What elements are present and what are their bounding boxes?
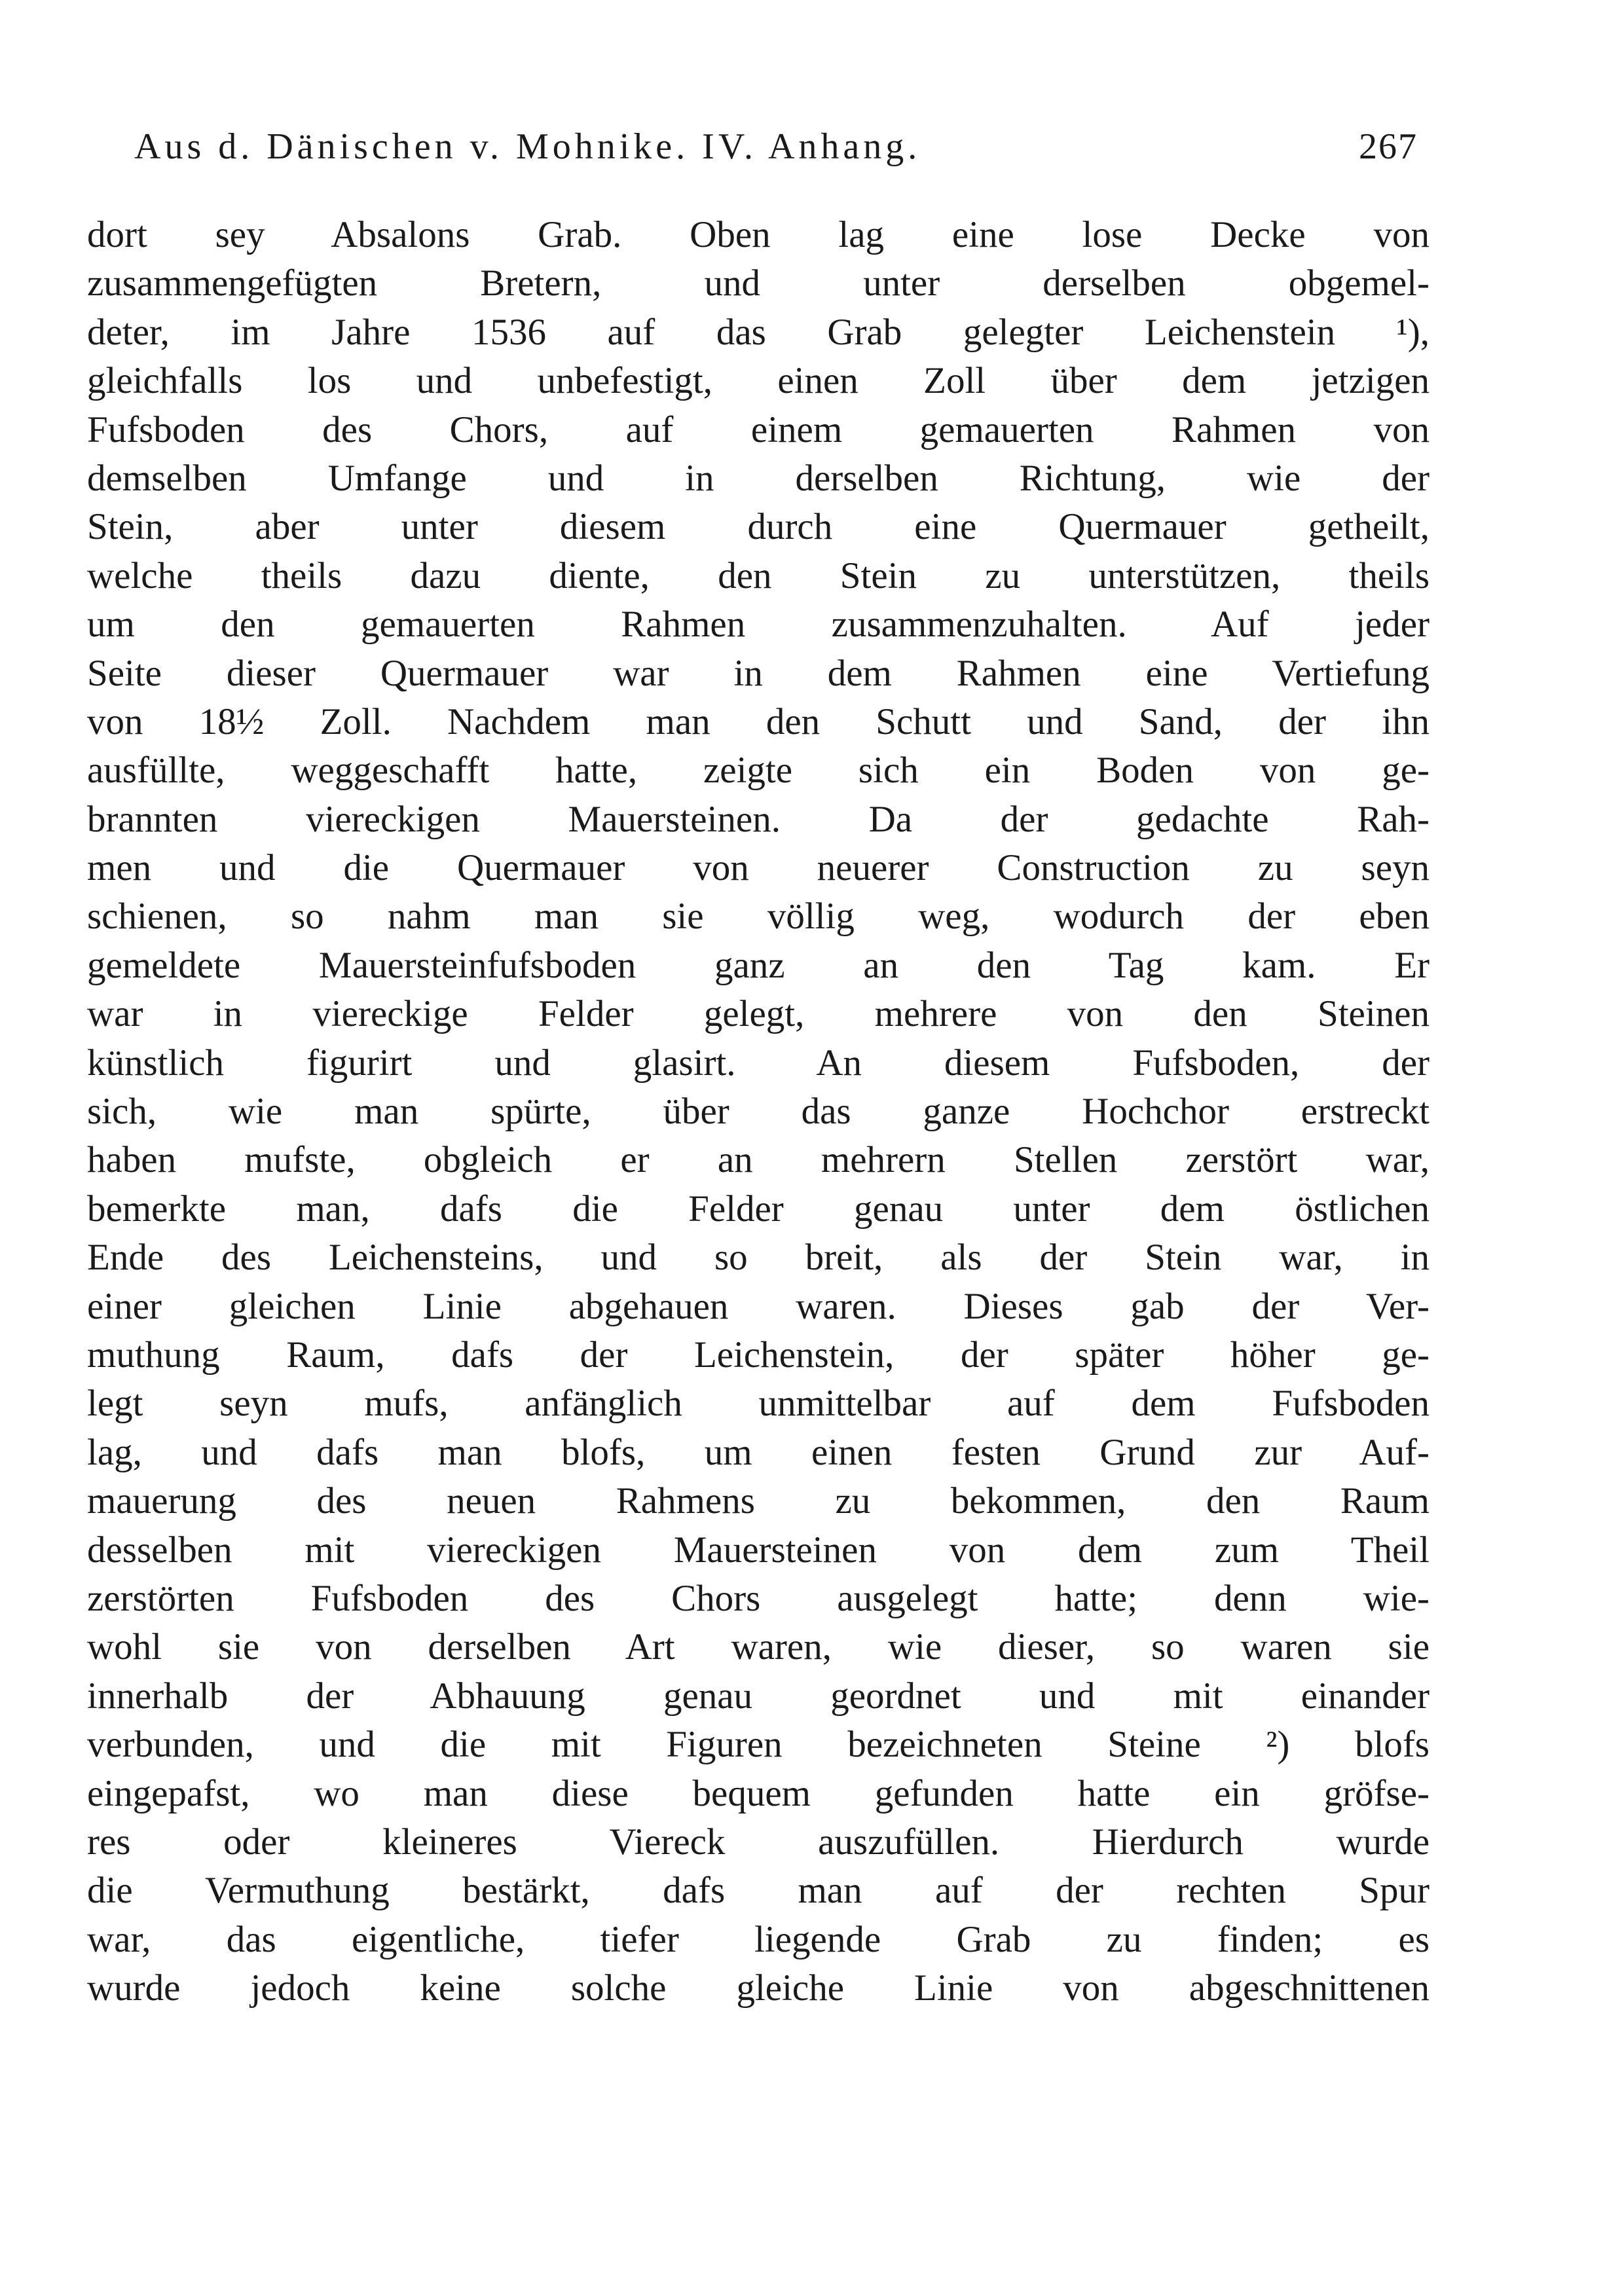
text-line: von 18½ Zoll. Nachdem man den Schutt und Sand, der ihn xyxy=(87,701,1430,742)
text-line: innerhalb der Abhauung genau geordnet und mit einander xyxy=(87,1675,1430,1717)
text-line: lag, und dafs man blofs, um einen festen Grund zur Auf- xyxy=(87,1431,1430,1473)
page-header xyxy=(134,126,1418,178)
text-line: um den gemauerten Rahmen zusammenzuhalten. Auf jeder xyxy=(87,604,1430,646)
text-line: mauerung des neuen Rahmens zu bekommen, den Raum xyxy=(87,1480,1430,1522)
text-line: Seite dieser Quermauer war in dem Rahmen eine Vertiefung xyxy=(87,652,1430,694)
text-line: res oder kleineres Viereck auszufüllen. Hierdurch wurde xyxy=(87,1821,1430,1863)
text-line: desselben mit viereckigen Mauersteinen von dem zum Theil xyxy=(87,1529,1430,1571)
text-line: welche theils dazu diente, den Stein zu unterstützen, theils xyxy=(87,555,1430,596)
text-line: verbunden, und die mit Figuren bezeichneten Steine ²) blofs xyxy=(87,1724,1430,1766)
text-line: deter, im Jahre 1536 auf das Grab gelegter Leichenstein ¹), xyxy=(87,311,1430,353)
text-line: Ende des Leichensteins, und so breit, als der Stein war, in xyxy=(87,1237,1430,1279)
running-title: Aus d. Dänischen v. Mohnike. IV. Anhang. xyxy=(134,126,921,167)
text-line: Fufsboden des Chors, auf einem gemauerten Rahmen von xyxy=(87,409,1430,450)
text-line: legt seyn mufs, anfänglich unmittelbar auf dem Fufsboden xyxy=(87,1383,1430,1425)
text-line: zerstörten Fufsboden des Chors ausgelegt hatte; denn wie- xyxy=(87,1577,1430,1619)
text-line: schienen, so nahm man sie völlig weg, wodurch der eben xyxy=(87,896,1430,938)
text-line: dort sey Absalons Grab. Oben lag eine lose Decke von xyxy=(87,214,1430,255)
text-line: gleichfalls los und unbefestigt, einen Zoll über dem jetzigen xyxy=(87,360,1430,402)
text-line: demselben Umfange und in derselben Richtung, wie der xyxy=(87,457,1430,499)
text-line: men und die Quermauer von neuerer Construction zu seyn xyxy=(87,847,1430,889)
text-line: Stein, aber unter diesem durch eine Quermauer getheilt, xyxy=(87,506,1430,548)
text-line: brannten viereckigen Mauersteinen. Da der gedachte Rah- xyxy=(87,798,1430,840)
text-line: die Vermuthung bestärkt, dafs man auf der rechten Spur xyxy=(87,1870,1430,1912)
text-line: zusammengefügten Bretern, und unter derselben obgemel- xyxy=(87,263,1430,304)
text-line: haben mufste, obgleich er an mehrern Stellen zerstört war, xyxy=(87,1139,1430,1181)
text-line: sich, wie man spürte, über das ganze Hochchor erstreckt xyxy=(87,1091,1430,1133)
text-line: wurde jedoch keine solche gleiche Linie von abgeschnittenen xyxy=(87,1967,1430,2009)
text-line: war, das eigentliche, tiefer liegende Grab zu finden; es xyxy=(87,1918,1430,1960)
text-line: gemeldete Mauersteinfufsboden ganz an den Tag kam. Er xyxy=(87,944,1430,986)
text-line: wohl sie von derselben Art waren, wie dieser, so waren sie xyxy=(87,1626,1430,1668)
text-line: einer gleichen Linie abgehauen waren. Dieses gab der Ver- xyxy=(87,1285,1430,1327)
text-line: bemerkte man, dafs die Felder genau unter dem östlichen xyxy=(87,1188,1430,1230)
text-line: muthung Raum, dafs der Leichenstein, der später höher ge- xyxy=(87,1334,1430,1376)
text-line: ausfüllte, weggeschafft hatte, zeigte sich ein Boden von ge- xyxy=(87,750,1430,792)
body-text xyxy=(87,211,1430,2013)
text-line: war in viereckige Felder gelegt, mehrere von den Steinen xyxy=(87,993,1430,1035)
text-line: eingepafst, wo man diese bequem gefunden hatte ein gröfse- xyxy=(87,1772,1430,1814)
text-line: künstlich figurirt und glasirt. An diesem Fufsboden, der xyxy=(87,1042,1430,1084)
page-number: 267 xyxy=(1359,126,1418,167)
